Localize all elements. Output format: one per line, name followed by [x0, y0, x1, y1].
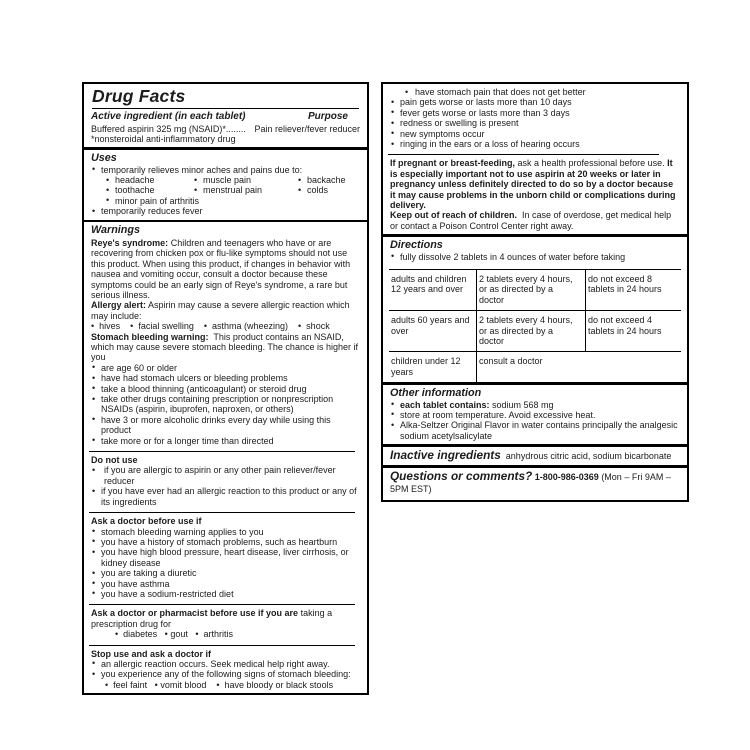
subsection-separator	[388, 154, 659, 155]
allergy-alert-paragraph	[91, 300, 360, 321]
ask-doctor-bullet: • you have a sodium-restricted diet	[91, 589, 360, 599]
other-information-heading: Other information	[390, 387, 482, 400]
uses-heading: Uses	[91, 152, 117, 165]
active-ingredient-section	[84, 109, 367, 147]
ask-pharmacist-heading-rest: taking a prescription drug for	[91, 608, 333, 629]
reyes-text: Children and teenagers who have or are recovering from chicken pox or flu-like symptoms should not use this product. When using this product, if changes in behavior with nausea and vomiting occur, consult a doctor because these symptoms could be an early sign of Reye's syndrome, a rare but serious illness.	[91, 237, 351, 300]
ask-pharmacist-heading	[91, 608, 360, 629]
dosage-max-cell: do not exceed 4 tablets in 24 hours	[586, 311, 681, 352]
ask-doctor-heading: Ask a doctor before use if	[91, 516, 202, 527]
inactive-ingredients-heading: Inactive ingredients	[390, 447, 501, 462]
subsection-separator	[89, 451, 355, 452]
reyes-syndrome-paragraph	[91, 238, 360, 300]
dosage-table	[389, 269, 681, 382]
drug-facts-title: Drug Facts	[92, 86, 186, 106]
do-not-use-heading: Do not use	[91, 455, 138, 466]
uses-sub-item: • muscle pain	[193, 175, 297, 185]
pregnancy-paragraph	[390, 158, 680, 210]
dosage-age-cell: adults and children 12 years and over	[389, 270, 477, 311]
tablet-contains-value: sodium 568 mg	[489, 399, 554, 410]
nsaid-footnote: *nonsteroidal anti-inflammatory drug	[91, 133, 236, 144]
stop-use-cont-bullet: • pain gets worse or lasts more than 10 days	[390, 97, 680, 107]
pregnancy-bold-warning: It is especially important not to use aspirin at 20 weeks or later in pregnancy unless definitely directed to do so by a doctor because it may cause problems in the unborn child or complications during delivery.	[390, 158, 676, 211]
stomach-bleeding-label: Stomach bleeding warning:	[91, 331, 209, 342]
stomach-bleeding-paragraph	[91, 332, 360, 363]
subsection-separator	[89, 604, 355, 605]
warnings-bullet: • take a blood thinning (anticoagulant) or steroid drug	[91, 384, 360, 394]
uses-sub-item: • colds	[297, 185, 360, 195]
uses-sub-item: • toothache	[105, 185, 193, 195]
stomach-bleeding-text: This product contains an NSAID, which may cause severe stomach bleeding. The chance is higher if you	[91, 331, 361, 363]
directions-heading: Directions	[390, 239, 443, 252]
dosage-dose-cell: 2 tablets every 4 hours, or as directed by a doctor	[477, 270, 586, 311]
questions-hours: (Mon – Fri 9AM – 5PM EST)	[390, 472, 671, 494]
directions-bullet: • fully dissolve 2 tablets in 4 ounces of water before taking	[390, 252, 680, 262]
warnings-bullet: • have 3 or more alcoholic drinks every day while using this product	[91, 415, 360, 436]
subsection-separator	[89, 645, 355, 646]
ask-doctor-bullet: • you have a history of stomach problems, such as heartburn	[91, 537, 360, 547]
overdose-text: In case of overdose, get medical help or contact a Poison Control Center right away.	[390, 210, 674, 231]
stop-use-section	[84, 647, 367, 694]
pregnancy-warning-section	[383, 156, 687, 234]
other-info-bullet: • store at room temperature. Avoid excessive heat.	[390, 410, 680, 420]
warnings-section	[84, 222, 367, 449]
stop-use-cont-bullet: • new symptoms occur	[390, 129, 680, 139]
stop-use-continued-section	[383, 84, 687, 152]
pregnancy-bold-lead: If pregnant or breast-feeding,	[390, 158, 516, 169]
do-not-use-section	[84, 453, 367, 510]
stop-use-cont-indent-bullet: • have stomach pain that does not get better	[390, 87, 680, 97]
ask-doctor-section	[84, 514, 367, 602]
subsection-separator	[89, 512, 355, 513]
active-ingredient-value: Buffered aspirin 325 mg (NSAID)*........	[91, 123, 246, 134]
tablet-contains-label: each tablet contains:	[400, 399, 490, 410]
dosage-age-cell: adults 60 years and over	[389, 311, 477, 352]
other-information-section	[383, 385, 687, 444]
ask-pharmacist-section	[84, 606, 367, 642]
dosage-dose-cell: 2 tablets every 4 hours, or as directed by a doctor	[477, 311, 586, 352]
active-ingredient-heading: Active ingredient (in each tablet)	[91, 111, 246, 122]
allergy-symptom-bullets: • hives • facial swelling • asthma (wheezing) • shock	[91, 321, 330, 332]
directions-section	[383, 237, 687, 265]
do-not-use-bullet: • if you have ever had an allergic reaction to this product or any of its ingredients	[91, 486, 360, 507]
questions-heading: Questions or comments?	[390, 469, 533, 484]
stop-use-cont-bullet: • fever gets worse or lasts more than 3 days	[390, 108, 680, 118]
other-info-bullet	[390, 400, 680, 410]
drug-facts-right-panel	[381, 82, 689, 502]
stop-use-cont-bullet: • redness or swelling is present	[390, 118, 680, 128]
keep-out-of-reach-paragraph	[390, 210, 680, 231]
ask-doctor-bullet: • you have high blood pressure, heart disease, liver cirrhosis, or kidney disease	[91, 547, 360, 568]
stop-use-bullet: • you experience any of the following signs of stomach bleeding:	[91, 669, 360, 679]
purpose-value: Pain reliever/fever reducer	[254, 123, 360, 134]
ask-doctor-bullet: • you have asthma	[91, 579, 360, 589]
prescription-drug-bullets: • diabetes • gout • arthritis	[115, 629, 234, 640]
allergy-label: Allergy alert:	[91, 300, 147, 311]
uses-sub-item: • headache	[105, 175, 193, 185]
stomach-bleeding-sign-bullets: • feel faint • vomit blood • have bloody or black stools	[105, 679, 334, 690]
warnings-bullet: • have had stomach ulcers or bleeding problems	[91, 373, 360, 383]
ask-doctor-bullet: • you are taking a diuretic	[91, 568, 360, 578]
dosage-dose-cell: consult a doctor	[479, 356, 543, 367]
stop-use-bullet: • an allergic reaction occurs. Seek medical help right away.	[91, 659, 360, 669]
do-not-use-bullet: • if you are allergic to aspirin or any other pain reliever/fever reducer	[91, 465, 360, 486]
questions-section	[383, 468, 687, 498]
other-info-bullet: • Alka-Seltzer Original Flavor in water contains principally the analgesic sodium acetylsalicylate	[390, 420, 680, 441]
uses-sub-item: • backache	[297, 175, 360, 185]
drug-facts-left-panel	[82, 82, 369, 695]
allergy-text: Aspirin may cause a severe allergic reaction which may include:	[91, 300, 350, 321]
uses-fever-bullet: • temporarily reduces fever	[91, 206, 360, 216]
warnings-heading: Warnings	[91, 224, 140, 237]
warnings-bullet: • take other drugs containing prescription or nonprescription NSAIDs (aspirin, ibuprofen, naproxen, or others)	[91, 394, 360, 415]
inactive-ingredients-section	[383, 447, 687, 466]
questions-phone-number: 1-800-986-0369	[532, 472, 602, 483]
uses-sub-item: • minor pain of arthritis	[105, 196, 360, 206]
ask-pharmacist-heading-bold: Ask a doctor or pharmacist before use if you are	[91, 608, 301, 619]
keep-out-of-reach-label: Keep out of reach of children.	[390, 210, 518, 221]
uses-sub-bullets	[105, 175, 360, 206]
uses-main-bullet: • temporarily relieves minor aches and pains due to:	[91, 165, 360, 175]
stop-use-heading: Stop use and ask a doctor if	[91, 648, 212, 659]
pregnancy-regular-text: ask a health professional before use.	[515, 158, 668, 169]
uses-section	[84, 150, 367, 220]
warnings-bullet: • are age 60 or older	[91, 363, 360, 373]
inactive-ingredients-list: anhydrous citric acid, sodium bicarbonate	[500, 450, 672, 461]
purpose-heading: Purpose	[307, 111, 348, 122]
uses-sub-item: • menstrual pain	[193, 185, 297, 195]
ask-doctor-bullet: • stomach bleeding warning applies to you	[91, 527, 360, 537]
reyes-label: Reye's syndrome:	[91, 237, 169, 248]
dosage-max-cell: do not exceed 8 tablets in 24 hours	[586, 270, 681, 311]
dosage-age-cell: children under 12 years	[389, 352, 477, 382]
stop-use-cont-bullet: • ringing in the ears or a loss of hearing occurs	[390, 139, 680, 149]
warnings-bullet: • take more or for a longer time than directed	[91, 436, 360, 446]
